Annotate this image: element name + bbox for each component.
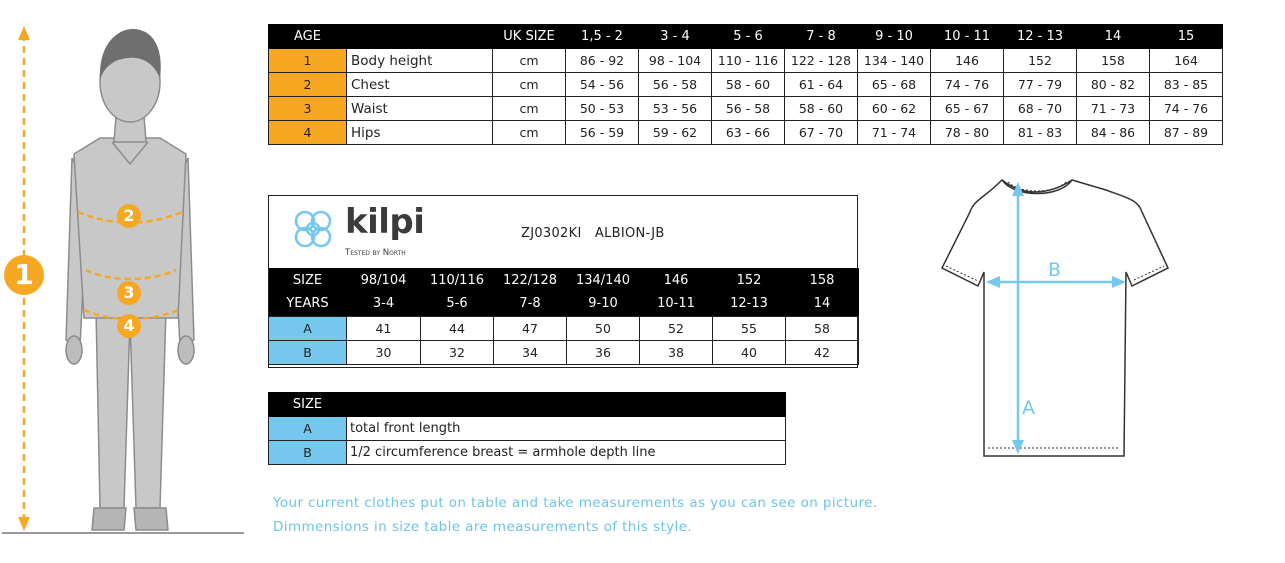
table-cell: 55 <box>713 316 786 340</box>
table-cell: 58 - 60 <box>712 73 785 97</box>
table-cell: 146 <box>931 49 1004 73</box>
table-row <box>269 441 786 465</box>
table-row <box>269 121 1223 145</box>
table-cell: 98 - 104 <box>639 49 712 73</box>
header-col: 9 - 10 <box>858 25 931 49</box>
table-row <box>269 417 786 441</box>
table-cell: 83 - 85 <box>1150 73 1223 97</box>
tshirt-outline <box>942 180 1168 456</box>
tshirt-label-b: B <box>1048 259 1062 281</box>
header-blank <box>347 25 493 49</box>
waist-marker <box>117 281 141 305</box>
table-cell: 65 - 68 <box>858 73 931 97</box>
height-marker <box>4 255 44 295</box>
legend-desc: 1/2 circumference breast = armhole depth line <box>347 441 786 465</box>
waist-marker-label: 3 <box>123 283 135 302</box>
header-uk-size: UK SIZE <box>493 25 566 49</box>
years-cell: 14 <box>786 292 859 316</box>
table-cell: 53 - 56 <box>639 97 712 121</box>
table-cell: 122 - 128 <box>785 49 858 73</box>
table-cell: 42 <box>786 340 859 364</box>
chest-marker-label: 2 <box>123 206 135 225</box>
row-number: 1 <box>269 49 347 73</box>
row-label: Hips <box>347 121 493 145</box>
header-col: 1,5 - 2 <box>566 25 639 49</box>
header-col: 5 - 6 <box>712 25 785 49</box>
row-label: Chest <box>347 73 493 97</box>
height-marker-label: 1 <box>14 258 34 291</box>
table-cell: 86 - 92 <box>566 49 639 73</box>
table-cell: 56 - 58 <box>712 97 785 121</box>
header-col: 10 - 11 <box>931 25 1004 49</box>
chart-header-row <box>269 25 1223 49</box>
size-cell: 146 <box>640 268 713 292</box>
table-cell: 74 - 76 <box>1150 97 1223 121</box>
table-cell: 63 - 66 <box>712 121 785 145</box>
row-unit: cm <box>493 121 566 145</box>
tshirt-measurement-diagram <box>938 168 1174 460</box>
years-cell: 5-6 <box>421 292 494 316</box>
legend-header-blank <box>347 393 786 417</box>
table-cell: 59 - 62 <box>639 121 712 145</box>
table-row <box>269 97 1223 121</box>
table-cell: 152 <box>1004 49 1077 73</box>
table-cell: 84 - 86 <box>1077 121 1150 145</box>
row-number: 4 <box>269 121 347 145</box>
years-cell: 7-8 <box>494 292 567 316</box>
table-cell: 38 <box>640 340 713 364</box>
row-number: 3 <box>269 97 347 121</box>
tshirt-label-a: A <box>1022 397 1035 419</box>
years-cell: 9-10 <box>567 292 640 316</box>
product-size-chart <box>268 268 859 365</box>
header-col: 3 - 4 <box>639 25 712 49</box>
years-cell: 12-13 <box>713 292 786 316</box>
product-size-box <box>268 195 858 368</box>
header-age: AGE <box>269 25 347 49</box>
product-code: ZJ0302KI ALBION-JB <box>521 226 665 241</box>
header-col: 12 - 13 <box>1004 25 1077 49</box>
years-cell: 10-11 <box>640 292 713 316</box>
size-cell: 110/116 <box>421 268 494 292</box>
years-cell: 3-4 <box>347 292 421 316</box>
table-cell: 68 - 70 <box>1004 97 1077 121</box>
row-unit: cm <box>493 97 566 121</box>
body-size-chart <box>268 24 1223 145</box>
size-cell: 158 <box>786 268 859 292</box>
table-cell: 67 - 70 <box>785 121 858 145</box>
table-cell: 58 <box>786 316 859 340</box>
table-row <box>269 316 859 340</box>
table-cell: 56 - 59 <box>566 121 639 145</box>
table-cell: 87 - 89 <box>1150 121 1223 145</box>
legend-header-row <box>269 393 786 417</box>
years-label: YEARS <box>269 292 347 316</box>
row-label: A <box>269 316 347 340</box>
row-unit: cm <box>493 73 566 97</box>
table-cell: 44 <box>421 316 494 340</box>
measurement-legend <box>268 392 786 465</box>
header-col: 14 <box>1077 25 1150 49</box>
table-cell: 41 <box>347 316 421 340</box>
table-cell: 80 - 82 <box>1077 73 1150 97</box>
hips-marker <box>117 314 141 338</box>
hips-marker-label: 4 <box>123 316 135 335</box>
table-cell: 60 - 62 <box>858 97 931 121</box>
table-cell: 71 - 73 <box>1077 97 1150 121</box>
table-cell: 65 - 67 <box>931 97 1004 121</box>
table-cell: 50 <box>567 316 640 340</box>
table-cell: 74 - 76 <box>931 73 1004 97</box>
instruction-note: Your current clothes put on table and take measurements as you can see on picture. <box>273 495 878 511</box>
table-cell: 54 - 56 <box>566 73 639 97</box>
legend-key: B <box>269 441 347 465</box>
table-row <box>269 340 859 364</box>
table-cell: 110 - 116 <box>712 49 785 73</box>
row-label: B <box>269 340 347 364</box>
product-header <box>269 196 857 268</box>
header-col: 15 <box>1150 25 1223 49</box>
size-cell: 98/104 <box>347 268 421 292</box>
table-row <box>269 49 1223 73</box>
instruction-note: Dimmensions in size table are measurements of this style. <box>273 519 693 535</box>
chest-marker <box>117 204 141 228</box>
row-label: Waist <box>347 97 493 121</box>
size-cell: 152 <box>713 268 786 292</box>
table-row <box>269 73 1223 97</box>
row-unit: cm <box>493 49 566 73</box>
years-row <box>269 292 859 316</box>
table-cell: 36 <box>567 340 640 364</box>
table-cell: 61 - 64 <box>785 73 858 97</box>
table-cell: 58 - 60 <box>785 97 858 121</box>
table-cell: 32 <box>421 340 494 364</box>
brand-logo: kilpi <box>345 202 425 242</box>
table-cell: 71 - 74 <box>858 121 931 145</box>
size-cell: 134/140 <box>567 268 640 292</box>
table-cell: 52 <box>640 316 713 340</box>
legend-desc: total front length <box>347 417 786 441</box>
legend-header: SIZE <box>269 393 347 417</box>
row-label: Body height <box>347 49 493 73</box>
table-cell: 40 <box>713 340 786 364</box>
row-number: 2 <box>269 73 347 97</box>
table-cell: 77 - 79 <box>1004 73 1077 97</box>
table-cell: 30 <box>347 340 421 364</box>
size-row <box>269 268 859 292</box>
table-cell: 34 <box>494 340 567 364</box>
table-cell: 47 <box>494 316 567 340</box>
kilpi-knot-icon <box>285 207 341 251</box>
table-cell: 134 - 140 <box>858 49 931 73</box>
table-cell: 81 - 83 <box>1004 121 1077 145</box>
size-cell: 122/128 <box>494 268 567 292</box>
table-cell: 158 <box>1077 49 1150 73</box>
table-cell: 56 - 58 <box>639 73 712 97</box>
header-col: 7 - 8 <box>785 25 858 49</box>
table-cell: 50 - 53 <box>566 97 639 121</box>
size-label: SIZE <box>269 268 347 292</box>
brand-tagline: Tested by North <box>345 248 406 258</box>
legend-key: A <box>269 417 347 441</box>
table-cell: 78 - 80 <box>931 121 1004 145</box>
table-cell: 164 <box>1150 49 1223 73</box>
